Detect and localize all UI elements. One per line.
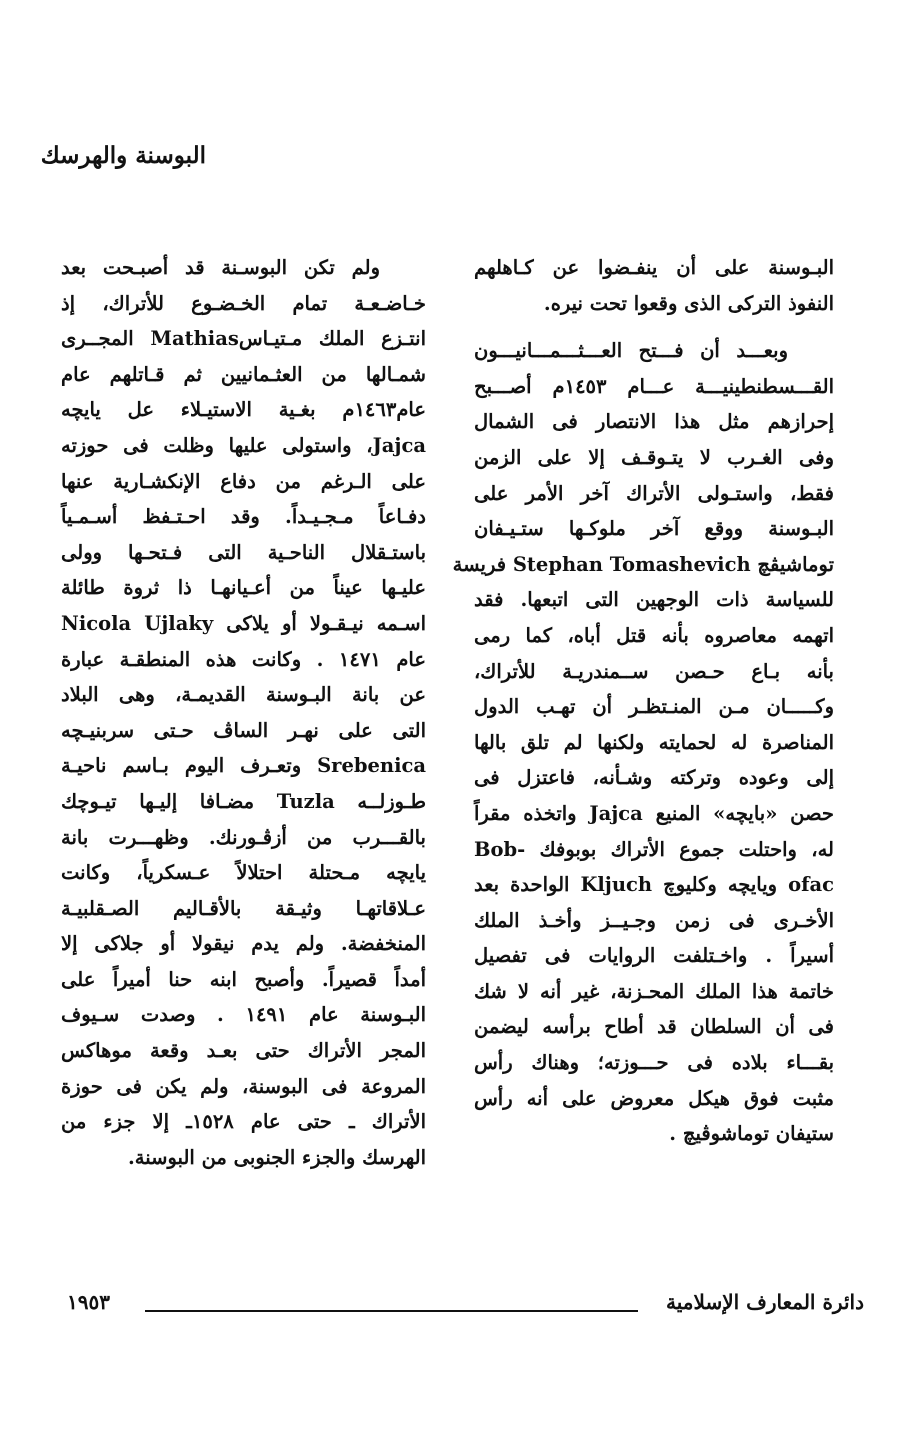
text-line: اتهمه معاصروه بأنه قتل أباه، كما رمى [474, 623, 834, 647]
text-line: وبعـــد أن فـــتح العـــثـــمـــانيـــون [474, 339, 788, 363]
left-text-column [61, 250, 426, 1175]
text-line: فى أن السلطان قد أطاح برأسه ليضمن [474, 1015, 834, 1039]
text-line: المجر الأتراك حتى بعـد وقعة موهاكس [61, 1039, 426, 1063]
footer-rule [145, 1310, 638, 1312]
text-line: بقـــاء بلاده فى حـــوزته؛ وهناك رأس [474, 1051, 834, 1075]
text-line: خـاضـعـة تمام الخـضـوع للأتراك، إذ [61, 291, 426, 315]
text-line: أمداً قصيراً. وأصبح ابنه حنا أميراً على [61, 967, 426, 991]
text-line: وفى الغـرب لا يتـوقـف إلا على الزمن [474, 445, 834, 469]
text-line: القـــسطنطينيـــة عـــام ١٤٥٣م أصـــبح [474, 374, 835, 398]
text-line: فقط، واستـولى الأتراك آخر الأمر على [474, 481, 834, 505]
text-line: طـوزلــه Tuzla مضـافا إليـها تيـوچك [61, 789, 426, 813]
text-line: إلى وعوده وتركته وشـأنه، فاعتزل فى [474, 766, 834, 790]
text-line: على الـرغم من دفاع الإنكشـارية عنها [61, 469, 426, 493]
text-line: للسياسة ذات الوجهين التى اتبعها. فقد [474, 588, 834, 612]
text-line: حصن «بايچه» المنيع Jajca واتخذه مقراً [474, 801, 834, 825]
text-line: البـوسنة ووقع آخر ملوكـها ستـيـفان [474, 517, 834, 541]
text-line: ofac ويايچه وكليوچ Kljuch الواحدة بعد [474, 873, 834, 897]
paragraph-gap [474, 321, 834, 333]
text-line: ستيفان توماشوڤيچ . [669, 1122, 834, 1146]
text-line: أسيراً . واخـتلفت الروايات فى تفصيل [474, 944, 834, 968]
text-line: عام ١٤٧١ . وكانت هذه المنطقـة عبارة [61, 647, 426, 671]
text-line: Jajca، واستولى عليها وظلت فى حوزته [61, 433, 426, 457]
text-line: المنخفضة. ولم يدم نيقولا أو جلاكى إلا [61, 932, 426, 956]
text-line: مثبت فوق هيكل معروض على أنه رأس [474, 1086, 834, 1110]
text-line: إحرازهم مثل هذا الانتصار فى الشمال [474, 410, 834, 434]
text-line: يايچه مـحتلة احتلالاً عـسكرياً، وكانت [61, 861, 426, 885]
page-number: ١٩٥٣ [67, 1290, 110, 1314]
text-line: البـوسنة على أن ينفـضوا عن كـاهلهم [474, 256, 834, 279]
text-line: البـوسنة عام ١٤٩١ . وصدت سـيوف [61, 1003, 426, 1027]
page-footer [67, 1290, 864, 1320]
text-line: له، واحتلت جموع الأتراك بوبوفك -Bob [474, 837, 834, 861]
text-line: Srebenica وتعـرف اليوم بـاسم ناحيـة [61, 754, 426, 778]
text-line: ولم تكن البوسـنة قد أصبـحت بعد [61, 256, 380, 279]
text-line: المروعة فى البوسنة، ولم يكن فى حوزة [61, 1074, 426, 1098]
text-line: الأتراك ـ حتى عام ١٥٢٨ـ إلا جزء من [61, 1110, 427, 1134]
text-line: بأنه بـاع حـصن ســمندريـة للأتراك، [474, 659, 834, 683]
text-line: اسـمه نيـقـولا أو يلاكى Nicola Ujlaky [61, 611, 426, 635]
text-line: خاتمة هذا الملك المحـزنة، غير أنه لا شك [474, 979, 834, 1003]
text-line: باستـقلال الناحـية التى فـتحـها وولى [61, 540, 426, 564]
text-line: عن بانة البـوسنة القديمـة، وهى البلاد [61, 683, 426, 707]
text-line: دفـاعاً مـجـيـداً. وقد احـتـفظ أسـمـياً [61, 505, 426, 529]
text-line: المناصرة له لحمايته ولكنها لم تلق بالها [474, 730, 834, 754]
text-line: وكـــــان مـن المنـتظـر أن تهـب الدول [474, 695, 834, 719]
text-line: انتـزع الملك مـتيـاسMathias المجــرى [61, 327, 426, 351]
right-text-column [452, 250, 835, 1152]
text-line: بالقـــرب من أزڤـورنك. وظهـــرت بانة [61, 825, 426, 849]
running-header: البوسنة والهرسك [40, 142, 206, 169]
text-line: الهرسك والجزء الجنوبى من البوسنة. [128, 1145, 426, 1169]
text-line: التى على نهـر الساڤ حـتى سربنيـچه [61, 718, 426, 742]
text-line: عليـها عيناً من أعـيانهـا ذا ثروة طائلة [61, 576, 426, 600]
text-line: عام١٤٦٣م بغـية الاستيـلاء عل يايچه [61, 398, 426, 422]
text-line: توماشيڤچ Stephan Tomashevich فريسة [452, 552, 834, 576]
text-line: الأخـرى فى زمن وجـيــز وأخـذ الملك [474, 908, 834, 932]
footer-title: دائرة المعارف الإسلامية [666, 1290, 864, 1314]
text-line: النفوذ التركى الذى وقعوا تحت نيره. [543, 291, 834, 315]
text-line: عـلاقاتهـا وثيـقة بالأقـاليم الصـقلبيـة [61, 896, 426, 920]
text-line: شمـالها من العثـمانيين ثم قـاتلهم عام [61, 362, 426, 386]
